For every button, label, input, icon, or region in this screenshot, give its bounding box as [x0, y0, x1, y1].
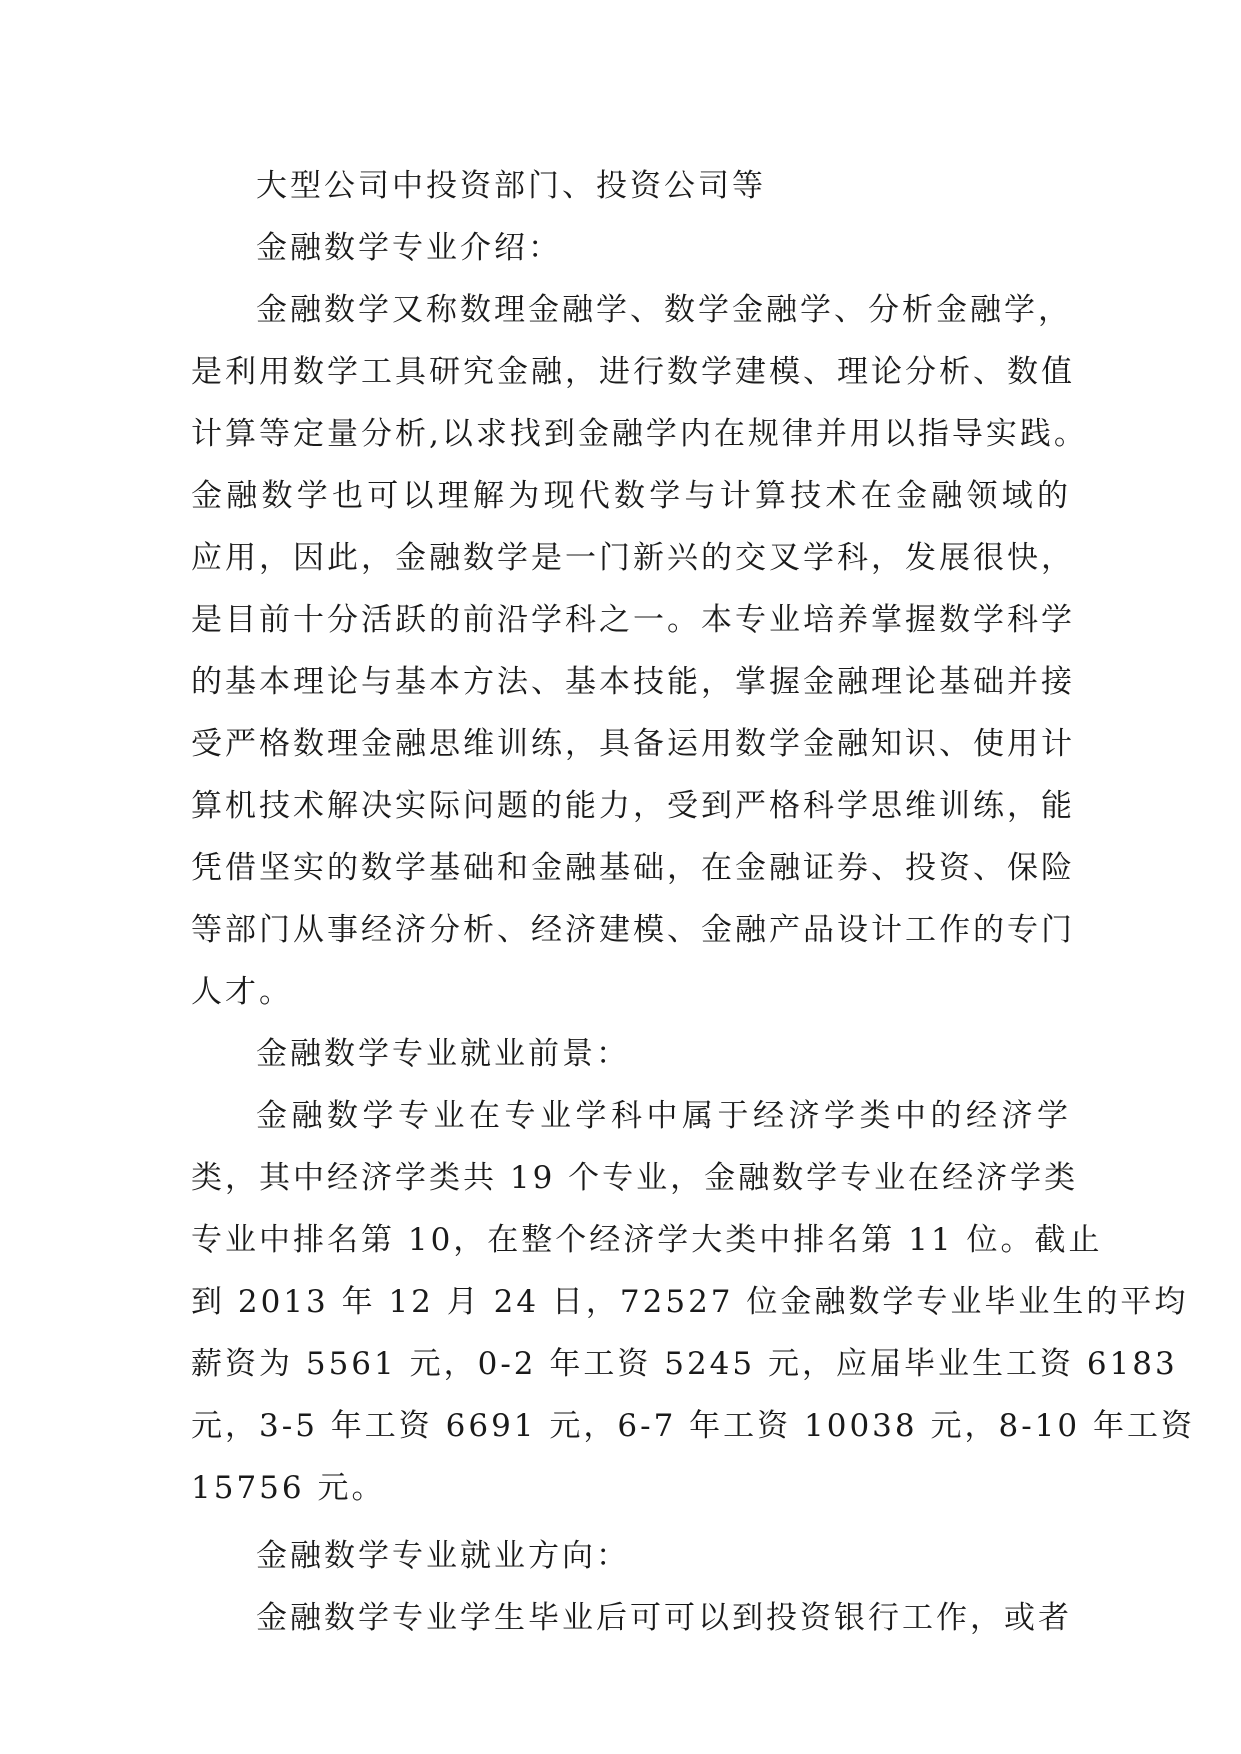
- document-page: [191, 155, 1195, 1649]
- paragraph-line: 类，其中经济学类共 19 个专业，金融数学专业在经济学类: [191, 1160, 1079, 1196]
- paragraph-line: 等部门从事经济分析、经济建模、金融产品设计工作的专门: [191, 912, 1075, 948]
- paragraph-line: 薪资为 5561 元，0-2 年工资 5245 元，应届毕业生工资 6183: [191, 1346, 1178, 1382]
- intro-paragraph: [191, 279, 1088, 1023]
- section-heading-prospect: 金融数学专业就业前景：: [256, 1036, 630, 1072]
- section-heading-intro: 金融数学专业介绍：: [256, 230, 562, 266]
- prospect-paragraph: [191, 1085, 1195, 1519]
- paragraph-line: 金融数学又称数理金融学、数学金融学、分析金融学，: [256, 292, 1072, 328]
- paragraph-line: 金融数学专业学生毕业后可可以到投资银行工作，或者: [256, 1600, 1072, 1636]
- paragraph-line: 算机技术解决实际问题的能力，受到严格科学思维训练，能: [191, 788, 1075, 824]
- paragraph-line: 大型公司中投资部门、投资公司等: [256, 168, 766, 204]
- paragraph-line: 金融数学也可以理解为现代数学与计算技术在金融领域的: [191, 478, 1071, 514]
- paragraph-line: 是利用数学工具研究金融，进行数学建模、理论分析、数值: [191, 354, 1075, 390]
- paragraph-line: 的基本理论与基本方法、基本技能，掌握金融理论基础并接: [191, 664, 1075, 700]
- paragraph-line: 15756 元。: [191, 1470, 386, 1506]
- paragraph-line: 专业中排名第 10，在整个经济学大类中排名第 11 位。截止: [191, 1222, 1103, 1258]
- paragraph-line: 人才。: [191, 974, 293, 1010]
- paragraph-line: 元，3-5 年工资 6691 元，6-7 年工资 10038 元，8-10 年工资: [191, 1408, 1195, 1444]
- section-heading-direction: 金融数学专业就业方向：: [256, 1538, 630, 1574]
- paragraph-line: 受严格数理金融思维训练，具备运用数学金融知识、使用计: [191, 726, 1075, 762]
- direction-paragraph: [191, 1587, 1071, 1649]
- paragraph-line: 是目前十分活跃的前沿学科之一。本专业培养掌握数学科学: [191, 602, 1075, 638]
- paragraph-line: 凭借坚实的数学基础和金融基础，在金融证券、投资、保险: [191, 850, 1075, 886]
- paragraph-line: 计算等定量分析,以求找到金融学内在规律并用以指导实践。: [191, 416, 1088, 452]
- paragraph-line: 应用，因此，金融数学是一门新兴的交叉学科，发展很快，: [191, 540, 1075, 576]
- paragraph-line: 金融数学专业在专业学科中属于经济学类中的经济学: [256, 1098, 1071, 1134]
- paragraph-line: 到 2013 年 12 月 24 日，72527 位金融数学专业毕业生的平均: [191, 1284, 1189, 1320]
